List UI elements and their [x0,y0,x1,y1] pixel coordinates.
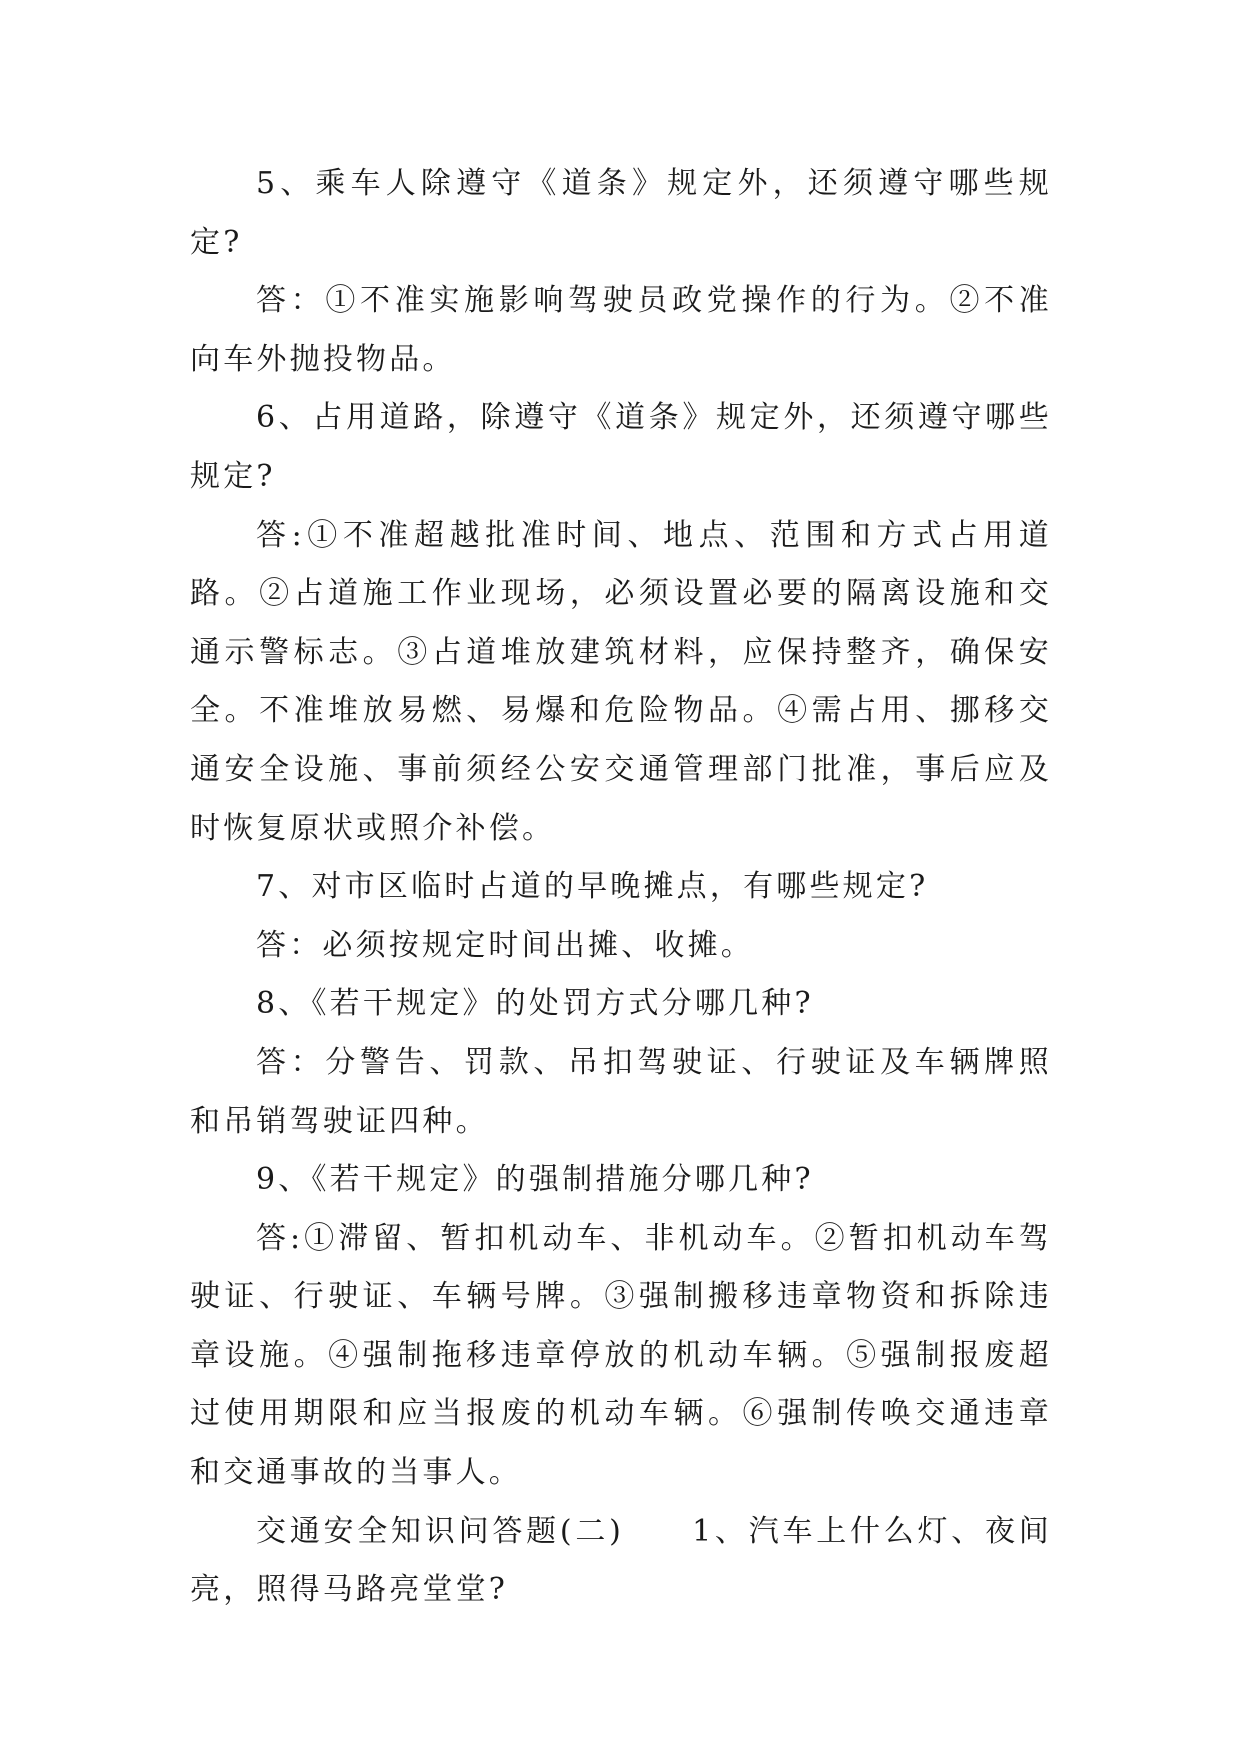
answer-6: 答:①不准超越批准时间、地点、范围和方式占用道路。②占道施工作业现场，必须设置必要的隔离设施和交通示警标志。③占道堆放建筑材料，应保持整齐，确保安全。不准堆放易燃、易爆和危险物品。④需占用、挪移交通安全设施、事前须经公安交通管理部门批准，事后应及时恢复原状或照介补偿。 [190,517,1052,846]
answer-5: 答：①不准实施影响驾驶员政党操作的行为。②不准向车外抛投物品。 [190,283,1052,377]
document-body [190,155,1052,1620]
section-2-question-1: 交通安全知识问答题(二) 1、汽车上什么灯、夜间亮，照得马路亮堂堂? [190,1513,1052,1608]
question-9: 9、《若干规定》的强制措施分哪几种? [256,1162,814,1198]
question-6: 6、占用道路，除遵守《道条》规定外，还须遵守哪些规定? [190,400,1052,494]
question-8: 8、《若干规定》的处罚方式分哪几种? [256,986,814,1022]
question-5: 5、乘车人除遵守《道条》规定外，还须遵守哪些规定? [190,166,1052,260]
answer-7: 答：必须按规定时间出摊、收摊。 [256,927,754,963]
answer-8: 答：分警告、罚款、吊扣驾驶证、行驶证及车辆牌照和吊销驾驶证四种。 [190,1044,1052,1139]
answer-9: 答:①滞留、暂扣机动车、非机动车。②暂扣机动车驾驶证、行驶证、车辆号牌。③强制搬移违章物资和拆除违章设施。④强制拖移违章停放的机动车辆。⑤强制报废超过使用期限和应当报废的机动车辆。⑥强制传唤交通违章和交通事故的当事人。 [190,1220,1052,1491]
question-7: 7、对市区临时占道的早晚摊点，有哪些规定? [256,869,929,905]
